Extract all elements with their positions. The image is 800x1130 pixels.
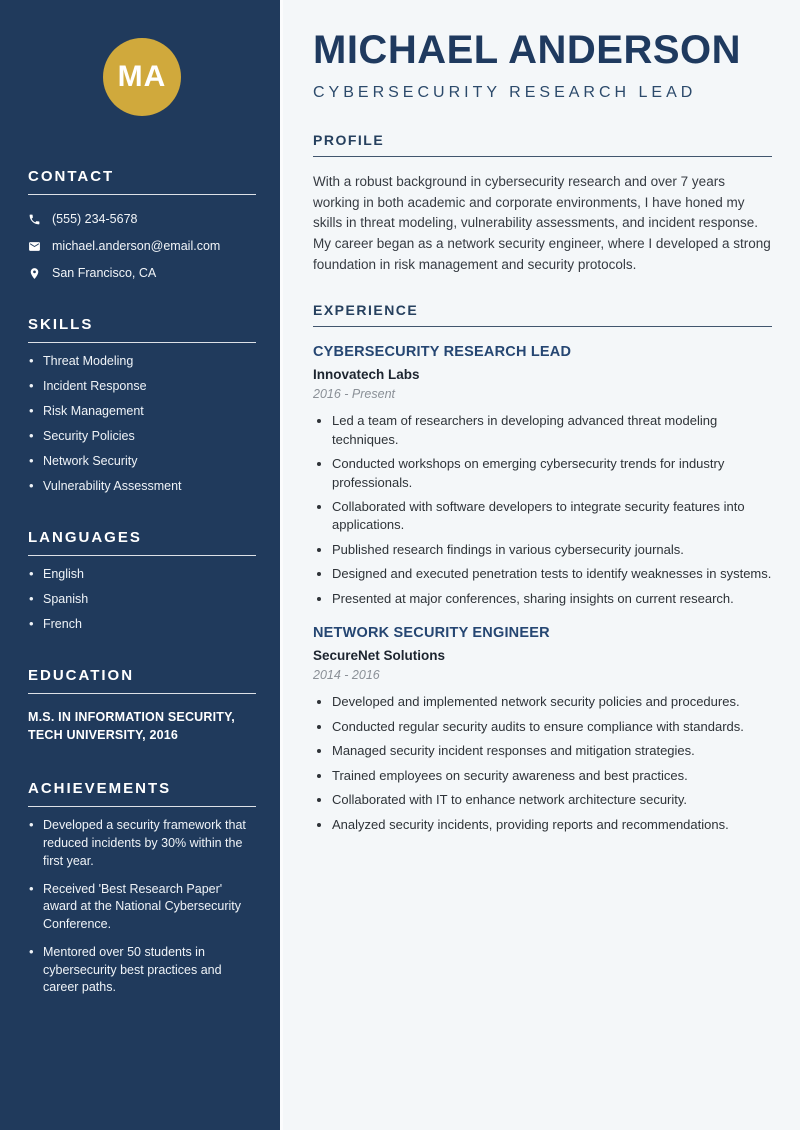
email-icon [28,240,41,253]
contact-email [28,239,256,253]
skill-item: • Vulnerability Assessment [28,479,256,493]
achievement-item: • Received 'Best Research Paper' award at the National Cybersecurity Conference. [28,881,256,934]
avatar [103,38,181,116]
experience-bullet: • Managed security incident responses and mitigation strategies. [332,742,772,760]
section-divider [313,326,772,327]
experience-bullet: • Presented at major conferences, sharing insights on current research. [332,590,772,608]
skill-item: • Incident Response [28,379,256,393]
job-company: Innovatech Labs [313,367,420,383]
achievements-heading: ACHIEVEMENTS [28,780,172,798]
contact-location [28,266,256,280]
language-item: • Spanish [28,592,256,606]
experience-bullet: • Developed and implemented network security policies and procedures. [332,693,772,711]
skills-list [28,354,256,493]
achievement-item: • Mentored over 50 students in cybersecurity best practices and career paths. [28,944,256,997]
profile-heading: PROFILE [313,132,385,148]
experience-job [313,625,772,834]
section-divider [28,555,256,556]
experience-bullet: • Trained employees on security awareness and best practices. [332,767,772,785]
contact-phone [28,212,256,226]
job-bullet-list [313,412,772,608]
experience-bullet: • Conducted workshops on emerging cybersecurity trends for industry professionals. [332,455,772,492]
section-divider [28,342,256,343]
skill-item: • Threat Modeling [28,354,256,368]
experience-job [313,344,772,608]
experience-bullet: • Conducted regular security audits to ensure compliance with standards. [332,718,772,736]
education-section [28,667,256,744]
experience-bullet: • Published research findings in various cybersecurity journals. [332,541,772,559]
achievement-item: • Developed a security framework that reduced incidents by 30% within the first year. [28,817,256,870]
education-degree: M.S. IN INFORMATION SECURITY, TECH UNIVERSITY, 2016 [28,710,235,743]
location-icon [28,267,41,280]
achievements-section [28,780,256,997]
experience-bullet: • Collaborated with software developers to integrate security features into applications. [332,498,772,535]
experience-bullet: • Collaborated with IT to enhance network architecture security. [332,791,772,809]
job-title: NETWORK SECURITY ENGINEER [313,625,550,642]
phone-icon [28,213,41,226]
avatar-initials: MA [117,60,167,93]
section-divider [28,806,256,807]
skill-item: • Network Security [28,454,256,468]
languages-heading: LANGUAGES [28,529,142,546]
achievements-list [28,817,256,997]
contact-location-text: San Francisco, CA [52,266,157,280]
job-bullet-list [313,693,772,834]
contact-email-text: michael.anderson@email.com [52,239,221,253]
skills-heading: SKILLS [28,316,94,333]
contact-heading: CONTACT [28,168,115,185]
languages-list [28,567,256,631]
profile-section [313,132,772,275]
skill-item: • Security Policies [28,429,256,443]
experience-bullet: • Designed and executed penetration tests to identify weaknesses in systems. [332,565,772,583]
education-heading: EDUCATION [28,667,135,684]
candidate-title: CYBERSECURITY RESEARCH LEAD [313,84,697,101]
job-title: CYBERSECURITY RESEARCH LEAD [313,344,572,361]
skills-section [28,316,256,493]
resume-sidebar [0,0,280,1130]
experience-bullet: • Analyzed security incidents, providing reports and recommendations. [332,816,772,834]
experience-bullet: • Led a team of researchers in developing advanced threat modeling techniques. [332,412,772,449]
language-item: • English [28,567,256,581]
job-company: SecureNet Solutions [313,648,446,664]
language-item: • French [28,617,256,631]
job-dates: 2016 - Present [313,387,395,402]
contact-section [28,168,256,280]
section-divider [28,693,256,694]
languages-section [28,529,256,631]
candidate-name: MICHAEL ANDERSON [313,28,742,72]
section-divider [28,194,256,195]
job-dates: 2014 - 2016 [313,668,380,683]
experience-heading: EXPERIENCE [313,302,419,319]
resume-main [280,0,800,1130]
section-divider [313,156,772,157]
contact-phone-text: (555) 234-5678 [52,212,138,226]
profile-text: With a robust background in cybersecurity research and over 7 years working in both academic and corporate environments, I have honed my skills in threat modeling, vulnerability assessments, and incident response. My career began as a network security engineer, where I developed a strong foundation in risk management and security protocols. [313,174,771,272]
experience-section [313,302,772,834]
skill-item: • Risk Management [28,404,256,418]
